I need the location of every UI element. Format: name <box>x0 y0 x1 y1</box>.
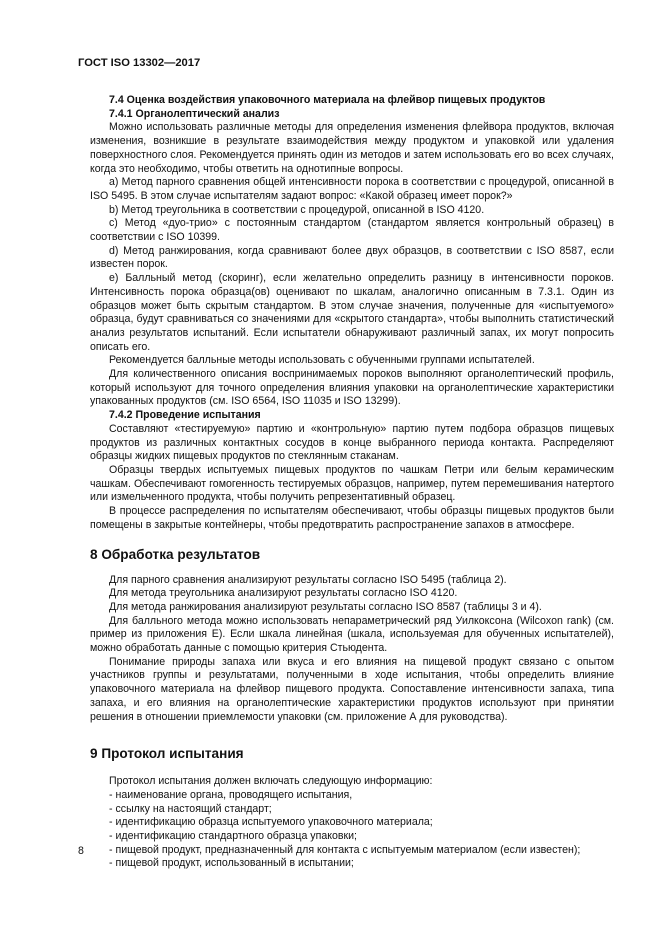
list-item: - идентификацию стандартного образца упаковки; <box>109 830 357 843</box>
page-number: 8 <box>78 845 84 857</box>
list-item: - пищевой продукт, использованный в испытании; <box>109 857 354 870</box>
paragraph: Составляют «тестируемую» партию и «контрольную» партию путем подбора образцов пищевых продуктов из различных контактных сосудов в конце выбранного периода контакта. Распределяют образцы жидких пищевых продуктов по стеклянным стаканам. <box>90 422 614 463</box>
paragraph: Рекомендуется балльные методы использовать с обученными группами испытателей. <box>109 354 535 367</box>
paragraph: Для количественного описания воспринимаемых пороков выполняют органолептический профиль, который используют для точного определения влияния упаковки на органолептические характеристики упакованных продуктов (см. ISO 6564, ISO 11035 и ISO 13299). <box>90 368 614 408</box>
section-8-heading: 8 Обработка результатов <box>90 546 261 562</box>
paragraph: Для метода треугольника анализируют результаты согласно ISO 4120. <box>109 587 458 600</box>
list-item-a: а) Метод парного сравнения общей интенсивности порока в соответствии с процедурой, описанной в ISO 5495. В этом случае испытателям задают вопрос: «Какой образец имеет порок?» <box>90 176 614 202</box>
paragraph: В процессе распределения по испытателям обеспечивают, чтобы образцы пищевых продуктов были помещены в закрытые контейнеры, чтобы предотвратить распространение запахов в атмосфере. <box>90 505 614 531</box>
list-item-e: e) Балльный метод (скоринг), если желательно определить разницу в интенсивности пороков. Интенсивность порока образца(ов) оценивают по шкалам, аналогично описанным в 7.3.1. Один из образцов может быть скрытым стандартом. В этом случае значения, полученные для «испытуемого» образца, будут сравниваться со значениями для «скрытого стандарта», чтобы выполнить статистический анализ результатов испытаний. Если испытатели обнаруживают различный запах, их могут попросить описать его. <box>90 272 614 353</box>
list-item-c: c) Метод «дуо-трио» с постоянным стандартом (стандартом является контрольный образец) в соответствии с ISO 10399. <box>90 217 614 244</box>
list-item-b: b) Метод треугольника в соответствии с процедурой, описанной в ISO 4120. <box>109 203 485 216</box>
paragraph: Для парного сравнения анализируют результаты согласно ISO 5495 (таблица 2). <box>109 573 507 586</box>
list-item: - наименование органа, проводящего испытания, <box>109 788 353 801</box>
document-code: ГОСТ ISO 13302—2017 <box>78 57 201 69</box>
paragraph: Протокол испытания должен включать следующую информацию: <box>109 775 433 788</box>
list-item: - пищевой продукт, предназначенный для контакта с испытуемым материалом (если известен); <box>109 843 581 856</box>
paragraph: Для балльного метода можно использовать непараметрический ряд Уилкоксона (Wilcoxon rank) (см. пример из приложения Е). Если шкала линейная (шкала, используемая для обученных испытателей), можно обработать данные с помощью критерия Стьюдента. <box>90 614 614 655</box>
subsection-7-4-2-heading: 7.4.2 Проведение испытания <box>109 409 261 422</box>
paragraph: Понимание природы запаха или вкуса и его влияния на пищевой продукт связано с опытом участников группы и результатами, полученными в ходе испытания, чтобы определить влияние упаковочного материала на флейвор пищевого продукта. Сопоставление интенсивности запаха, типа запаха, и его влияния на органолептические характеристики продуктов используют при принятии решения в отношении приемлемости упаковки (см. приложение А для руководства). <box>90 655 614 723</box>
paragraph: Для метода ранжирования анализируют результаты согласно ISO 8587 (таблицы 3 и 4). <box>109 600 542 613</box>
subsection-7-4-1-heading: 7.4.1 Органолептический анализ <box>109 107 280 120</box>
section-7-4-heading: 7.4 Оценка воздействия упаковочного материала на флейвор пищевых продуктов <box>109 94 546 106</box>
section-9-heading: 9 Протокол испытания <box>90 746 244 762</box>
page-content <box>90 94 614 871</box>
paragraph: Образцы твердых испытуемых пищевых продуктов по чашкам Петри или белым керамическим чашкам. Обеспечивают гомогенность тестируемых образцов, например, путем перемешивания натертого или измельченного продукта, чтобы получить репрезентативный образец. <box>90 463 614 504</box>
paragraph: Можно использовать различные методы для определения изменения флейвора продуктов, включая изменения, возникшие в результате взаимодействия между продуктом и упаковкой или удаления поверхностного слоя. Рекомендуется принять один из методов и затем использовать его во всех случаях, когда это необходимо, чтобы ответить на однотипные вопросы. <box>90 121 614 175</box>
list-item: - идентификацию образца испытуемого упаковочного материала; <box>109 816 433 829</box>
list-item: - ссылку на настоящий стандарт; <box>109 802 272 815</box>
list-item-d: d) Метод ранжирования, когда сравнивают более двух образцов, в соответствии с ISO 8587, если известен порок. <box>90 244 614 271</box>
